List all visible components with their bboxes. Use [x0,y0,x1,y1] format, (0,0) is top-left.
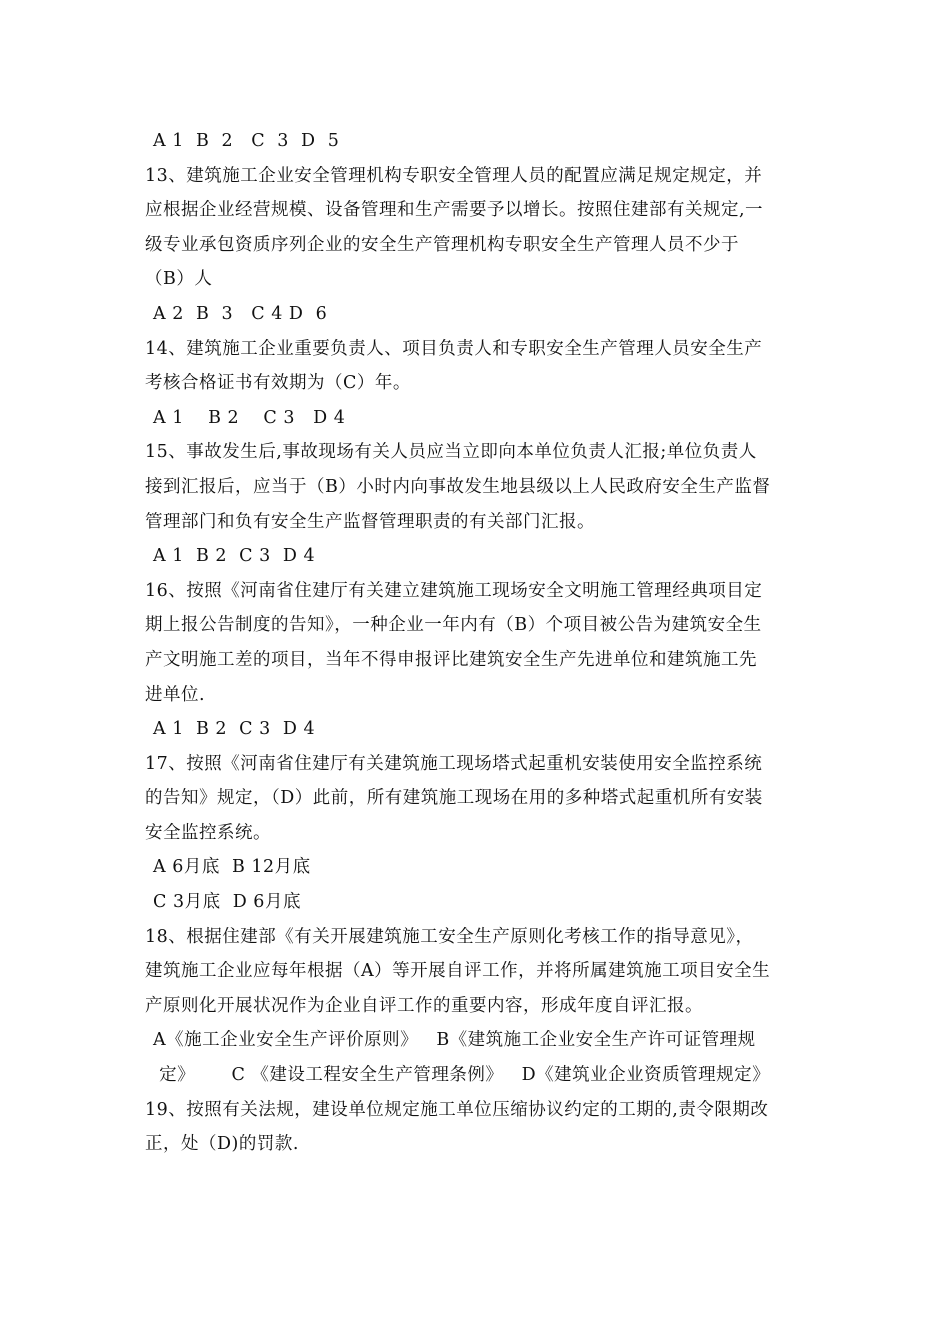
answer-options-14: A 1 B 2 C 3 D 4 [153,407,346,428]
answer-options-18-line-2: 定》 C 《建设工程安全生产管理条例》 D《建筑业企业资质管理规定》 [153,1065,771,1086]
answer-options-15: A 1 B 2 C 3 D 4 [153,546,316,567]
question-17-line-2: 的告知》规定，（D）此前，所有建筑施工现场在用的多种塔式起重机所有安装 [145,788,763,809]
question-19-line-2: 正，处（D)的罚款. [145,1134,299,1155]
question-18-line-2: 建筑施工企业应每年根据（A）等开展自评工作，并将所属建筑施工项目安全生 [145,961,771,982]
answer-options-18-line-1: A《施工企业安全生产评价原则》 B《建筑施工企业安全生产许可证管理规 [153,1030,756,1051]
question-18-line-1: 18、根据住建部《有关开展建筑施工安全生产原则化考核工作的指导意见》， [145,926,754,947]
question-14-line-1: 14、建筑施工企业重要负责人、项目负责人和专职安全生产管理人员安全生产 [145,338,763,359]
answer-options-17-a-b: A 6月底 B 12月底 [153,857,311,878]
question-18-line-3: 产原则化开展状况作为企业自评工作的重要内容，形成年度自评汇报。 [145,995,703,1016]
question-13-line-1: 13、建筑施工企业安全管理机构专职安全管理人员的配置应满足规定规定，并 [145,165,763,186]
answer-options-13: A 2 B 3 C 4 D 6 [153,303,328,324]
question-16-line-4: 进单位. [145,684,206,705]
answer-options-12: A 1 B 2 C 3 D 5 [153,131,340,151]
question-15-line-3: 管理部门和负有安全生产监督管理职责的有关部门汇报。 [145,511,595,532]
question-16-line-3: 产文明施工差的项目，当年不得申报评比建筑安全生产先进单位和建筑施工先 [145,649,757,670]
question-16-line-2: 期上报公告制度的告知》，一种企业一年内有（B）个项目被公告为建筑安全生 [145,615,762,636]
question-15-line-2: 接到汇报后，应当于（B）小时内向事故发生地县级以上人民政府安全生产监督 [145,476,771,497]
question-13-line-2: 应根据企业经营规模、设备管理和生产需要予以增长。按照住建部有关规定,一 [145,200,764,221]
question-14-line-2: 考核合格证书有效期为（C）年。 [145,373,411,394]
question-17-line-3: 安全监控系统。 [145,822,271,843]
answer-options-17-c-d: C 3月底 D 6月底 [153,892,301,913]
answer-options-16: A 1 B 2 C 3 D 4 [153,719,316,740]
question-15-line-1: 15、事故发生后,事故现场有关人员应当立即向本单位负责人汇报;单位负责人 [145,442,757,463]
document-body [145,124,815,1162]
question-16-line-1: 16、按照《河南省住建厅有关建立建筑施工现场安全文明施工管理经典项目定 [145,580,763,601]
question-17-line-1: 17、按照《河南省住建厅有关建筑施工现场塔式起重机安装使用安全监控系统 [145,753,763,774]
question-19-line-1: 19、按照有关法规，建设单位规定施工单位压缩协议约定的工期的,责令限期改 [145,1099,769,1120]
question-13-line-3: 级专业承包资质序列企业的安全生产管理机构专职安全生产管理人员不少于 [145,234,739,255]
question-13-line-4: （B）人 [145,269,213,290]
